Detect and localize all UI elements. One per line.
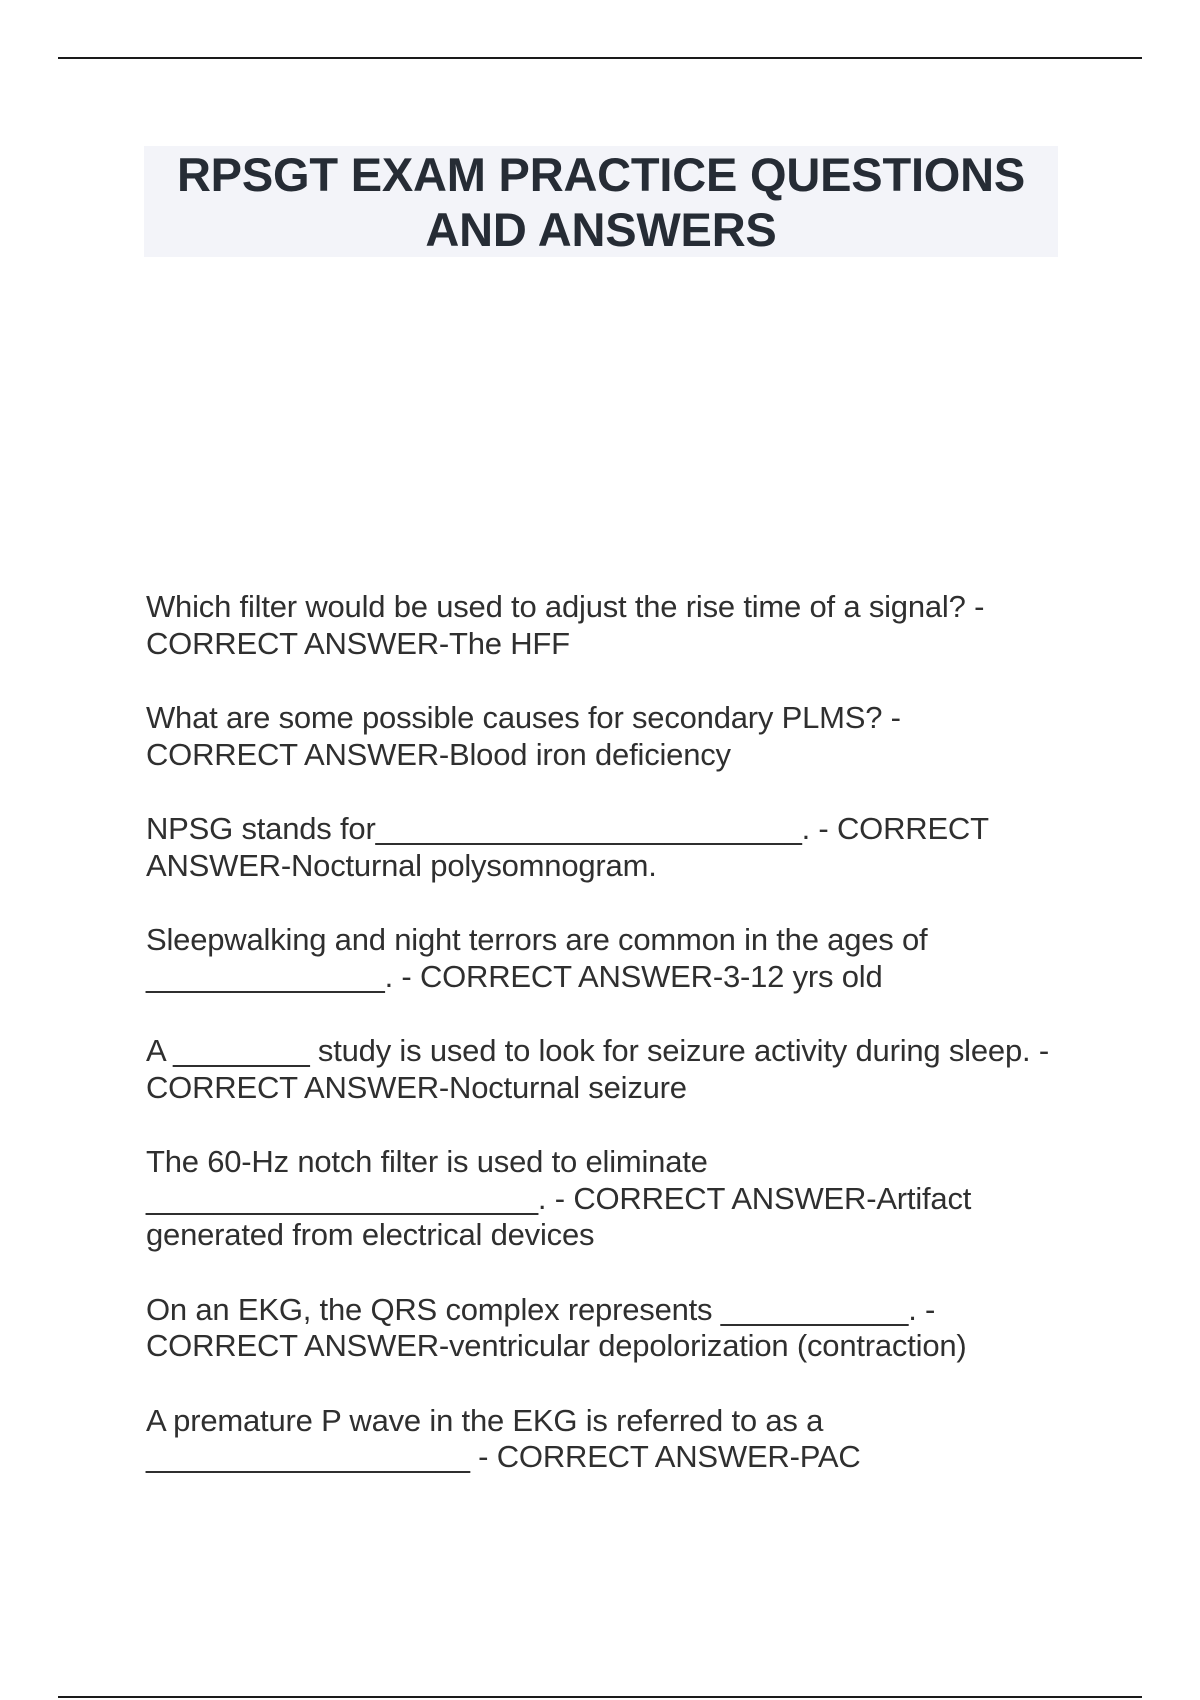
answer-text: CORRECT ANSWER-Blood iron deficiency bbox=[146, 736, 731, 772]
answer-text: CORRECT ANSWER-PAC bbox=[496, 1439, 861, 1474]
qa-item bbox=[146, 1403, 1058, 1476]
question-text: Which filter would be used to adjust the rise time of a signal? - bbox=[146, 589, 985, 624]
bottom-rule bbox=[58, 1696, 1142, 1698]
answer-text: CORRECT ANSWER-The HFF bbox=[146, 625, 570, 661]
title-banner bbox=[144, 146, 1058, 257]
question-text: A ________ study is used to look for seizure activity during sleep. - bbox=[146, 1033, 1049, 1068]
qa-item bbox=[146, 589, 1058, 662]
qa-item bbox=[146, 1144, 1058, 1254]
question-text: NPSG stands for_________________________. - bbox=[146, 811, 829, 846]
qa-item bbox=[146, 700, 1058, 773]
qa-item bbox=[146, 922, 1058, 995]
qa-item bbox=[146, 811, 1058, 884]
question-text: A premature P wave in the EKG is referred to as a ___________________ - bbox=[146, 1402, 824, 1474]
qa-item bbox=[146, 1033, 1058, 1106]
top-rule bbox=[58, 57, 1142, 59]
answer-text: CORRECT ANSWER-Artifact generated from electrical devices bbox=[146, 1180, 972, 1252]
qa-item bbox=[146, 1292, 1058, 1365]
qa-list bbox=[146, 589, 1058, 1514]
document-title: RPSGT EXAM PRACTICE QUESTIONS AND ANSWERS bbox=[176, 147, 1026, 256]
answer-text: CORRECT ANSWER-3-12 yrs old bbox=[419, 958, 883, 994]
question-text: What are some possible causes for secondary PLMS? - bbox=[146, 700, 901, 735]
question-text: Sleepwalking and night terrors are common in the ages of ______________. - bbox=[146, 922, 928, 994]
answer-text: CORRECT ANSWER-ventricular depolorization (contraction) bbox=[146, 1328, 967, 1363]
answer-text: CORRECT ANSWER-Nocturnal polysomnogram. bbox=[146, 811, 989, 883]
answer-text: CORRECT ANSWER-Nocturnal seizure bbox=[146, 1069, 687, 1105]
question-text: The 60-Hz notch filter is used to eliminate _______________________. - bbox=[146, 1144, 708, 1216]
question-text: On an EKG, the QRS complex represents ___________. - bbox=[146, 1291, 936, 1327]
